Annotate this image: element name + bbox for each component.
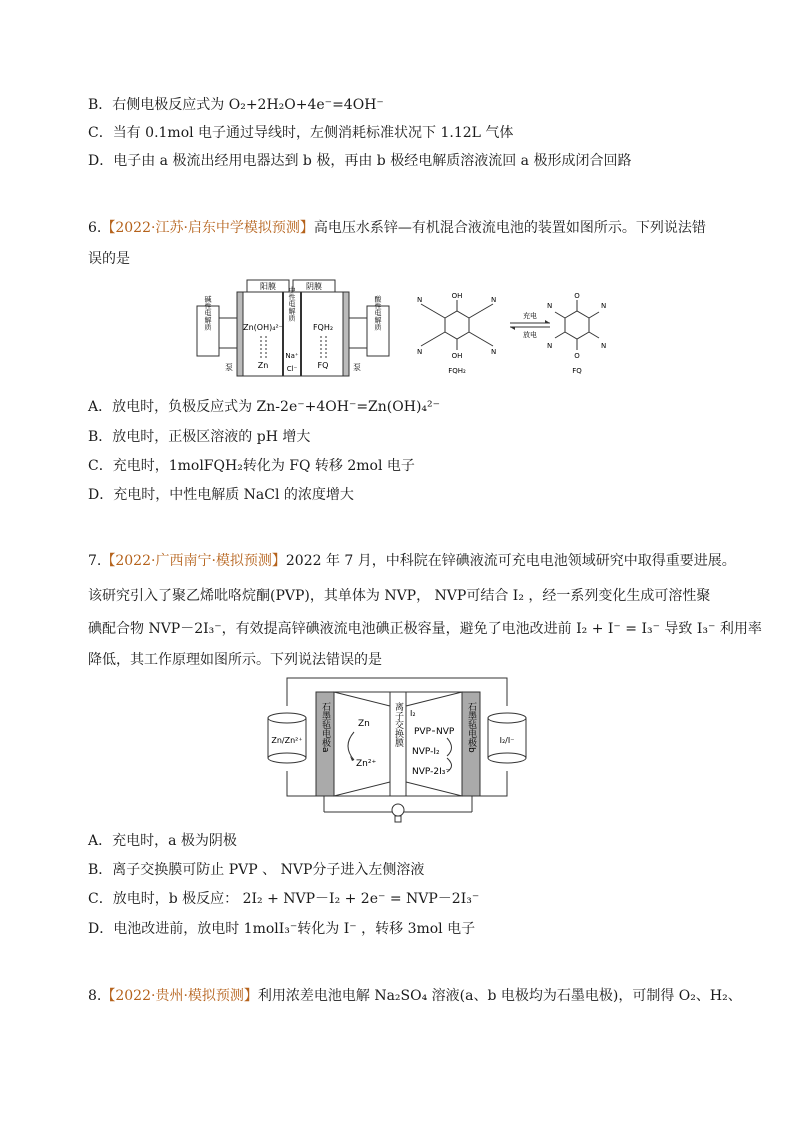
q6-left-pump: 泵 [225, 363, 233, 372]
q6-fq-n1: N [547, 302, 553, 310]
q5-option-c: C．当有 0.1mol 电子通过导线时，左侧消耗标准状况下 1.12L 气体 [88, 125, 514, 141]
q6-fqh2-label: FQH₂ [448, 367, 466, 375]
q7-right-tank-label: I₂/I⁻ [499, 736, 515, 745]
q7-stem-line3: 碘配合物 NVP－2I₃⁻，有效提高锌碘液流电池碘正极容量，避免了电池改进前 I₂ + I⁻ = I₃⁻ 导致 I₃⁻ 利用率 [88, 621, 762, 637]
q7-left-tank [268, 713, 306, 763]
q6-stem-line2: 误的是 [88, 251, 130, 267]
q7-figure [262, 676, 532, 824]
q8-stem [88, 987, 742, 1005]
q5-option-b: B．右侧电极反应式为 O₂+2H₂O+4e⁻=4OH⁻ [88, 97, 384, 113]
q7-source: 【2022·广西南宁·模拟预测】 [101, 553, 286, 569]
q6-left-bottom: Zn [257, 361, 269, 370]
q7-electrode-a: 石墨毡电极a [320, 702, 330, 753]
q7-zn2: Zn²⁺ [356, 759, 377, 769]
q6-stem-line1 [88, 219, 706, 237]
q7-line1-text: 2022 年 7 月，中科院在锌碘液流可充电电池领域研究中取得重要进展。 [285, 553, 736, 569]
q7-option-a: A．充电时，a 极为阴极 [88, 833, 237, 849]
q6-source: 【2022·江苏·启东中学模拟预测】 [101, 220, 314, 236]
q6-option-a: A．放电时，负极反应式为 Zn-2e⁻+4OH⁻=Zn(OH)₄²⁻ [88, 399, 441, 415]
q7-pvp: PVP [414, 727, 432, 737]
q6-n1: N [417, 296, 423, 304]
q6-option-c: C．充电时，1molFQH₂转化为 FQ 转移 2mol 电子 [88, 458, 415, 474]
q7-option-d: D．电池改进前，放电时 1molI₃⁻转化为 I⁻ ，转移 3mol 电子 [88, 921, 476, 937]
q7-stem-line2: 该研究引入了聚乙烯吡咯烷酮(PVP)，其单体为 NVP， NVP可结合 I₂ ，经一系列变化生成可溶性聚 [88, 588, 711, 604]
q6-number: 6. [88, 220, 102, 236]
q7-number: 7. [88, 553, 102, 569]
q6-fq-n4: N [601, 342, 607, 350]
q6-option-b: B．放电时，正极区溶液的 pH 增大 [88, 429, 311, 445]
q6-left-top: Zn(OH)₄²⁻ [243, 323, 283, 332]
q6-right-top: FQH₂ [312, 323, 334, 332]
q6-anion-membrane-label: 阳膜 [260, 282, 276, 291]
q7-stem-line1 [88, 552, 736, 570]
q7-option-c: C．放电时，b 极反应： 2I₂ + NVP－I₂ + 2e⁻ = NVP－2I₃⁻ [88, 891, 480, 907]
q6-right-bottom: FQ [317, 361, 329, 370]
q6-right-tank-label: 酸性电解质 [374, 295, 382, 331]
q6-right-pump: 泵 [353, 363, 361, 372]
q5-option-d: D．电子由 a 极流出经用电器达到 b 极，再由 b 极经电解质溶液流回 a 极形成闭合回路 [88, 153, 632, 169]
q6-option-d: D．充电时，中性电解质 NaCl 的浓度增大 [88, 487, 354, 503]
q6-discharge-label: 放电 [523, 331, 537, 339]
q6-o-bottom: O [574, 352, 580, 360]
q6-fqh2-structure [421, 300, 493, 350]
q8-stem-text: 利用浓差电池电解 Na₂SO₄ 溶液(a、b 电极均为石墨电极)，可制得 O₂、H₂、 [257, 988, 742, 1004]
q6-left-tank-label: 碱性电解质 [204, 295, 212, 331]
q8-number: 8. [88, 988, 102, 1004]
q6-oh-top: OH [451, 292, 463, 300]
q8-source: 【2022·贵州·模拟预测】 [101, 988, 258, 1004]
q6-cl: Cl⁻ [286, 365, 298, 373]
q6-o-top: O [574, 292, 580, 300]
q7-left-tank-label: Zn/Zn²⁺ [271, 736, 303, 745]
q7-option-b: B．离子交换膜可防止 PVP 、 NVP分子进入左侧溶液 [88, 862, 425, 878]
q6-n2: N [491, 296, 497, 304]
q7-right-tank [488, 713, 526, 763]
q6-fq-structure [555, 300, 599, 350]
q7-electrode-b: 石墨毡电极b [466, 702, 476, 753]
q6-charge-label: 充电 [523, 312, 537, 320]
q6-na: Na⁺ [285, 352, 299, 360]
q7-i2: I₂ [410, 709, 416, 718]
q7-zn: Zn [358, 719, 370, 729]
q6-fq-n3: N [547, 342, 553, 350]
q6-n4: N [491, 348, 497, 356]
q7-stem-line4: 降低，其工作原理如图所示。下列说法错误的是 [88, 652, 382, 668]
q7-nvp: NVP [436, 727, 455, 737]
q6-n3: N [417, 348, 423, 356]
q6-middle-label: 中性电解质 [288, 286, 296, 322]
q6-oh-bottom: OH [451, 352, 463, 360]
q6-fq-label: FQ [572, 367, 582, 375]
q6-cation-membrane-label: 阴膜 [306, 282, 322, 291]
q7-nvp-i2: NVP-I₂ [412, 747, 440, 757]
q6-fq-n2: N [601, 302, 607, 310]
q6-stem-text: 高电压水系锌—有机混合液流电池的装置如图所示。下列说法错 [313, 220, 706, 236]
q7-nvp-2i3: NVP-2I₃⁻ [412, 767, 451, 777]
q7-membrane: 离子交换膜 [393, 702, 403, 747]
q6-figure [195, 278, 615, 378]
lightbulb-icon [324, 796, 472, 822]
